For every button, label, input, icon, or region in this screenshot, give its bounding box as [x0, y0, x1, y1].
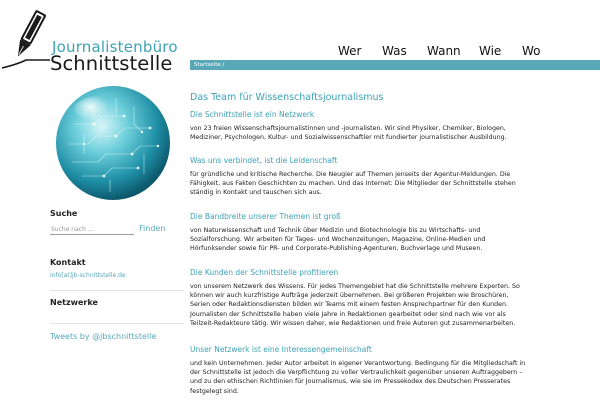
main-content — [190, 88, 600, 400]
nav-item-was[interactable]: Was — [382, 44, 407, 58]
twitter-timeline-link[interactable]: Tweets by @jbschnittstelle — [50, 332, 157, 341]
section-heading: Was uns verbindet, ist die Leidenschaft — [190, 156, 338, 165]
section-heading: Die Kunden der Schnittstelle profitieren — [190, 268, 339, 277]
search-input[interactable] — [50, 225, 134, 235]
section-text: von unserem Netzwerk des Wissens. Für jedes Themengebiet hat die Schnittstelle mehrere Experten. So können wir auch kurzfristige Aufträge jederzeit übernehmen. Bei größeren Projekten wie Broschüren, Serien oder Redaktionsdiensten bilden wir Teams mit einem festen Ansprechpartner für den Kunden. Journalisten der Schnittstelle haben viele Jahre in Redaktionen gearbeitet oder sind nach wie vor als Teilzeit-Redakteure tätig. Wir wissen daher, wie Redaktionen und freie Autoren gut zusammenarbeiten. — [190, 283, 520, 327]
network-globe-image — [54, 84, 172, 202]
section-heading: Die Bandbreite unserer Themen ist groß — [190, 212, 341, 221]
section-heading: Unser Netzwerk ist eine Interessengemeinschaft — [190, 345, 372, 354]
contact-email-link[interactable]: info[at]jb-schnittstelle.de — [50, 272, 126, 279]
section-text: für gründliche und kritische Recherche. Die Neugier auf Themen jenseits der Agentur-Meldungen. Die Fähigkeit, aus Fakten Geschichten zu machen. Und das Internet: Die Mitglieder der Schnittstelle stehen ständig in Kontakt und tauschen sich aus. — [190, 171, 516, 197]
nav-item-wie[interactable]: Wie — [479, 44, 502, 58]
nav-item-wo[interactable]: Wo — [522, 44, 541, 58]
breadcrumb — [190, 60, 600, 70]
nav-item-wer[interactable]: Wer — [338, 44, 362, 58]
section-text: und kein Unternehmen. Jeder Autor arbeitet in eigener Verantwortung. Bedingung für die Mitgliedschaft in der Schnittstelle ist jedoch die Verpflichtung zu voller Vertraulichkeit gegenüber unseren Auftraggebern – und zu den ethischen Richtlinien für Journalismus, wie sie im Pressekodex des Deutschen Presserates festgelegt sind. — [190, 360, 526, 395]
logo-subtitle: Journalistenbüro — [52, 38, 178, 56]
sidebar-divider — [50, 290, 184, 291]
logo-title: Schnittstelle — [50, 52, 173, 75]
section-text: von 23 freien Wissenschaftsjournalistinnen und -journalisten. Wir sind Physiker, Chemiker, Biologen, Mediziner, Psychologen, Kultur- und Sozialwissenschaftler mit fundierter journalistischer Ausbildung. — [190, 125, 507, 142]
contact-heading: Kontakt — [50, 258, 86, 267]
section-text: von Naturwissenschaft und Technik über Medizin und Biotechnologie bis zu Wirtschafts- und Sozialforschung. Wir arbeiten für Tages- und Wochenzeitungen, Magazine, Online-Medien und Hörfunksender sowie für PR- und Corporate-Publishing-Agenturen, Buchverlage und Museen. — [190, 227, 486, 253]
page-title: Das Team für Wissenschaftsjournalismus — [190, 92, 384, 103]
breadcrumb-home-link[interactable]: Startseite / — [194, 62, 225, 68]
search-button[interactable]: Finden — [139, 224, 166, 233]
site-header — [0, 0, 600, 75]
section-heading: Die Schnittstelle ist ein Netzwerk — [190, 110, 315, 119]
nav-item-wann[interactable]: Wann — [427, 44, 461, 58]
sidebar — [0, 78, 185, 400]
site-logo[interactable] — [0, 8, 180, 74]
sidebar-divider — [50, 323, 184, 324]
search-heading: Suche — [50, 209, 78, 218]
network-heading: Netzwerke — [50, 298, 98, 307]
